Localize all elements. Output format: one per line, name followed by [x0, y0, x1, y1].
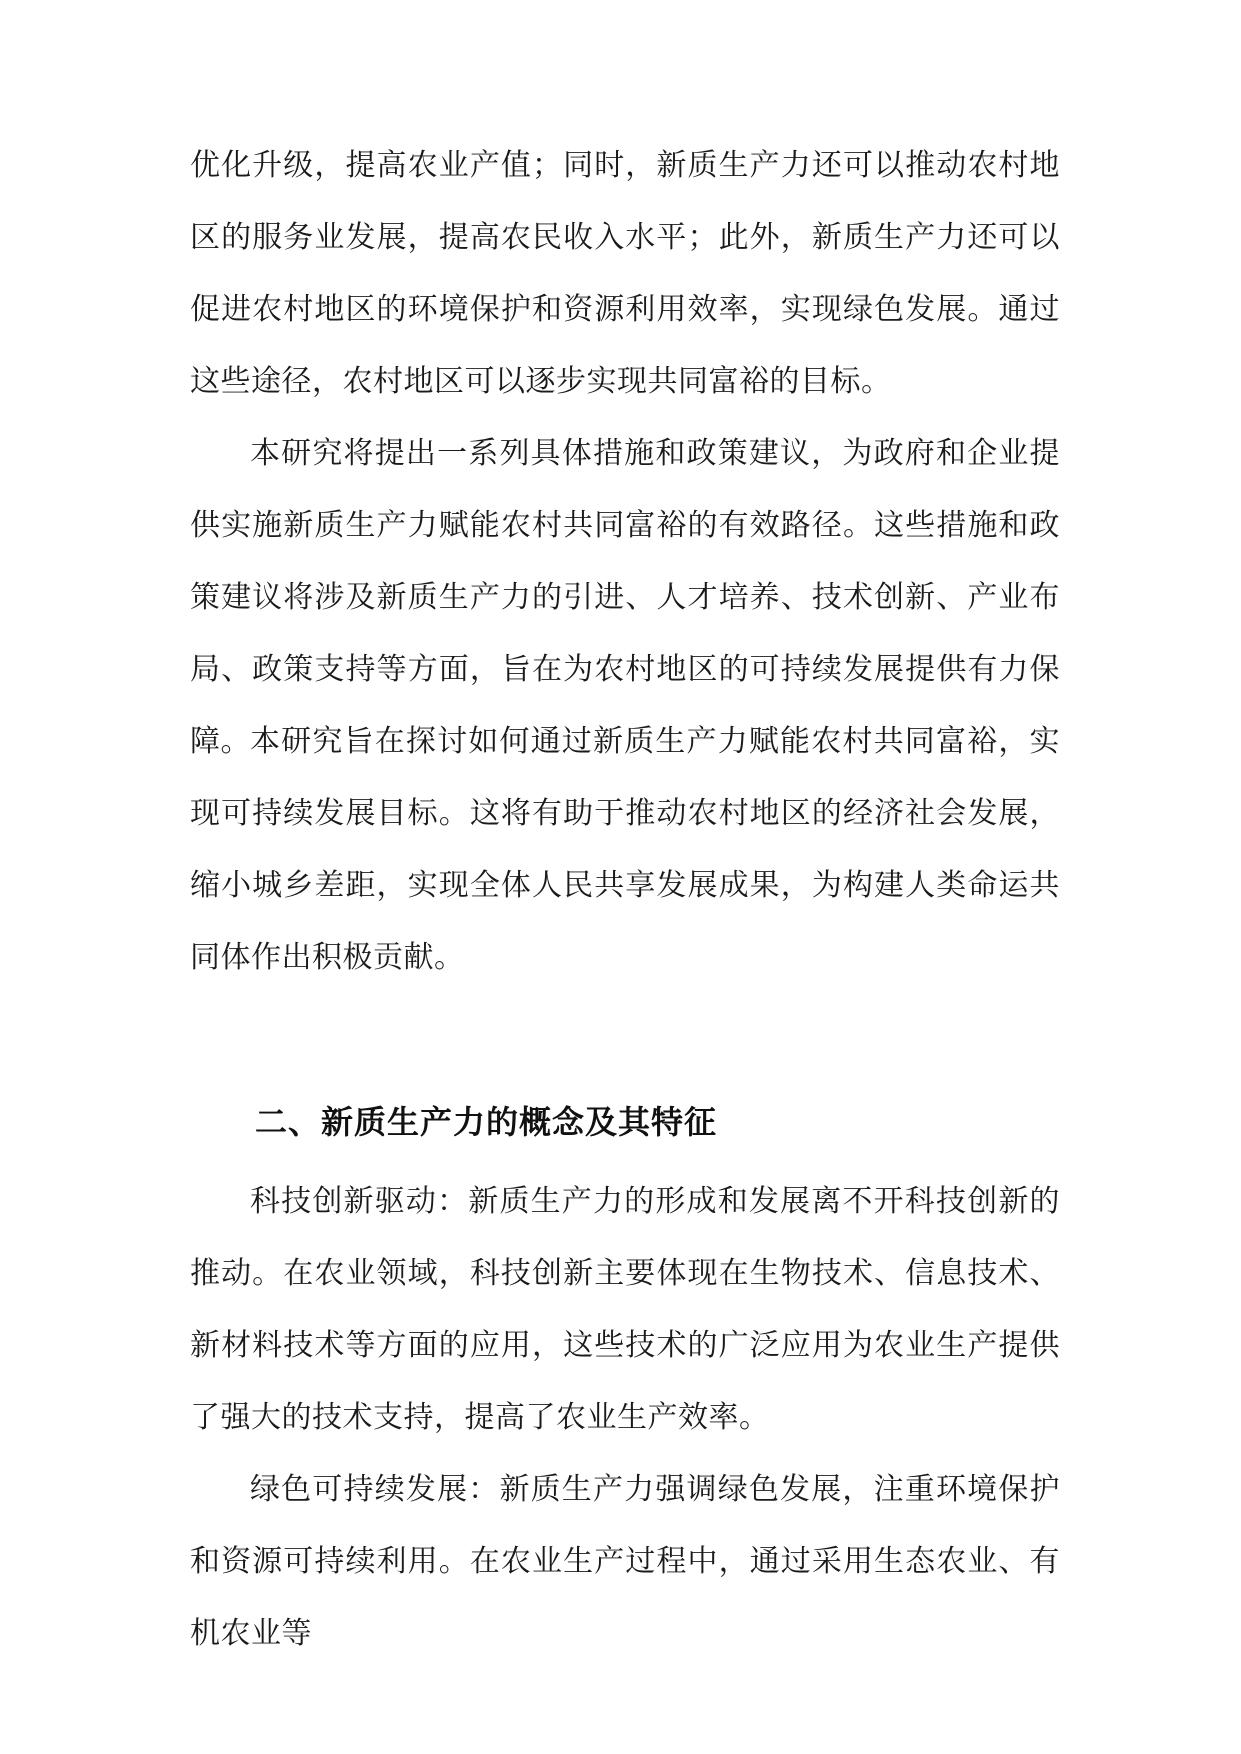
paragraph-continued: 优化升级，提高农业产值；同时，新质生产力还可以推动农村地区的服务业发展，提高农民收入水平；此外，新质生产力还可以促进农村地区的环境保护和资源利用效率，实现绿色发展。通过这些途径，农村地区可以逐步实现共同富裕的目标。	[190, 148, 1060, 399]
paragraph-research-goal: 本研究旨在探讨如何通过新质生产力赋能农村共同富裕，实现可持续发展目标。这将有助于推动农村地区的经济社会发展，缩小城乡差距，实现全体人民共享发展成果，为构建人类命运共同体作出积极贡献。	[190, 724, 1060, 975]
paragraph-tech-innovation: 科技创新驱动：新质生产力的形成和发展离不开科技创新的推动。在农业领域，科技创新主要体现在生物技术、信息技术、新材料技术等方面的应用，这些技术的广泛应用为农业生产提供了强大的技术支持，提高了农业生产效率。	[190, 1184, 1060, 1435]
paragraph-research-measures: 本研究将提出一系列具体措施和政策建议，为政府和企业提供实施新质生产力赋能农村共同富裕的有效路径。这些措施和政策建议将涉及新质生产力的引进、人才培养、技术创新、产业布局、政策支持等方面，旨在为农村地区的可持续发展提供有力保障。	[190, 436, 1060, 759]
section-heading: 二、新质生产力的概念及其特征	[255, 1103, 718, 1141]
paragraph-green-development: 绿色可持续发展：新质生产力强调绿色发展，注重环境保护和资源可持续利用。在农业生产过程中，通过采用生态农业、有机农业等	[190, 1472, 1060, 1651]
